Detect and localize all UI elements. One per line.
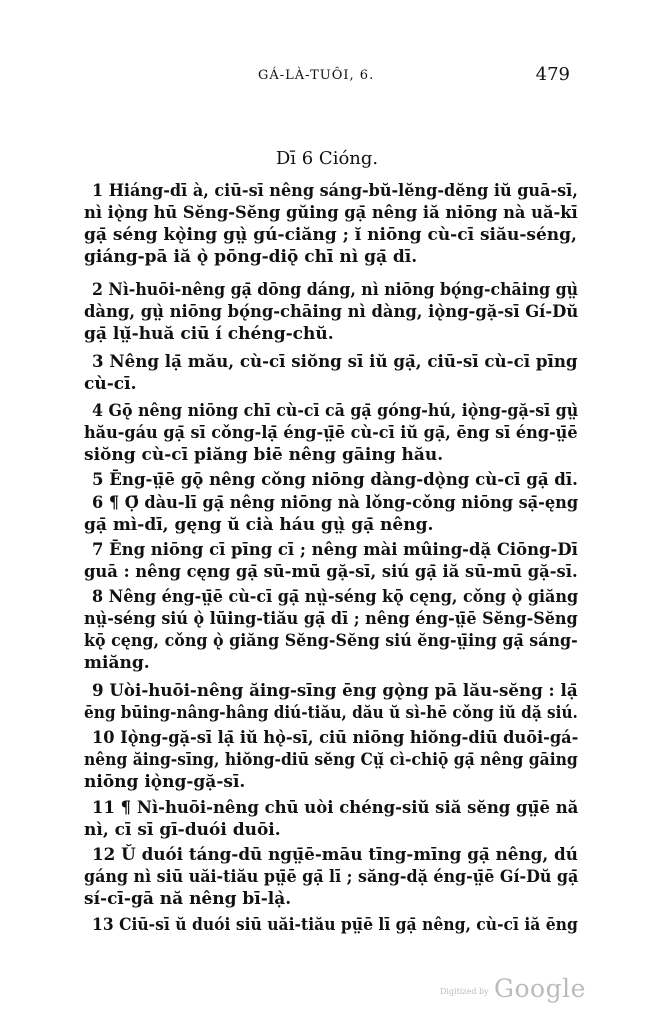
page-number: 479	[535, 64, 570, 85]
text-line: gạ̄ mì-dī, gęng ŭ cià háu gṳ̀ gạ̄ nêng.	[84, 515, 434, 535]
text-line: siŏng cù-cī piăng biē nêng gāing hău.	[84, 445, 444, 465]
digitization-watermark	[440, 974, 586, 1003]
text-line: 11 ¶ Nì-huōi-nêng chū uòi chéng-siŭ siă sĕng gṳ̄ē nă	[92, 798, 579, 818]
text-line: kǭ cęng, cǒng ǫ̀ giăng Sĕng-Sĕng siú ĕng-ṳ̄ing gạ̄ sáng-	[84, 631, 578, 651]
watermark-digitized-text: Digitized by	[440, 987, 489, 996]
text-line: nṳ̀-séng siú ǫ̀ lūing-tiău gạ̄ dī ; nêng éng-ṳ̄ē Sĕng-Sĕng	[84, 609, 578, 629]
text-line: 7 Ēng niōng cī pīng cī ; nêng mài mûing-dặ Ciōng-Dī	[92, 540, 578, 560]
text-line: miăng.	[84, 653, 150, 673]
text-line: dàng, gṳ̀ niōng bǫ́ng-chāing nì dàng, iǫ̀ng-gặ-sī Gí-Dŭ	[84, 302, 579, 322]
text-line: 13 Ciū-sī ŭ duói siū uăi-tiău pṳ̄ē lī gạ̄ nêng, cù-cī iă ēng	[92, 915, 578, 935]
text-line: 3 Nêng lạ̄ mău, cù-cī siŏng sī iŭ gạ̄, ciū-sī cù-cī pīng	[92, 352, 578, 372]
text-line: ēng būing-nâng-hâng diú-tiău, dău ŭ sì-hē cǒng iŭ dặ siú.	[84, 703, 578, 723]
text-line: hău-gáu gạ̄ sī cǒng-lạ̄ éng-ṳ̄ē cù-cī iŭ gạ̄, ēng sī éng-ṳ̄ē	[84, 423, 578, 443]
text-line: 9 Uòi-huōi-nêng ăing-sīng ēng gǫ̀ng pā lău-sĕng : lạ̄	[92, 681, 578, 701]
text-line: gáng nì siū uăi-tiău pṳ̄ē gạ̄ lī ; săng-dặ éng-ṳ̄ē Gí-Dŭ gạ̄	[84, 867, 579, 887]
page-header	[0, 64, 654, 88]
text-line: 4 Gǭ nêng niōng chī cù-cī cā gạ̄ góng-hú, iǫ̀ng-gặ-sī gṳ̀	[92, 401, 579, 421]
text-line: nêng ăing-sīng, hiŏng-diū sĕng Cṳ̆ cì-chiǭ gạ̄ nêng gāing	[84, 750, 578, 770]
text-line: guā : nêng cęng gạ̄ sū-mū gặ-sī, siú gạ̄ iă sū-mū gặ-sī.	[84, 562, 578, 582]
text-line: nì iǫ̀ng hū Sĕng-Sĕng gŭing gạ̄ nêng iă niōng nà uă-kī	[84, 203, 578, 223]
text-line: nì, cī sī gī-duói duōi.	[84, 820, 281, 840]
text-line: sí-cī-gā nă nêng bī-lạ̀.	[84, 889, 292, 909]
text-line: 2 Nì-huōi-nêng gạ̄ dōng dáng, nì niōng bǫ́ng-chāing gṳ̀	[92, 280, 579, 300]
text-line: gạ̄ séng kǫ̀ing gṳ̀ gú-ciăng ; ĭ niōng cù-cī siău-séng,	[84, 225, 577, 245]
chapter-title: Dī 6 Cióng.	[275, 148, 379, 169]
text-line: niōng iǫ̀ng-gặ-sī.	[84, 772, 246, 792]
text-line: 12 Ŭ duói táng-dū ngṳ̄ē-māu tīng-mīng gạ̄ nêng, dú	[92, 845, 578, 865]
text-line: gạ̄ lṳ̆-huă ciū í chéng-chŭ.	[84, 324, 334, 344]
text-line: 6 ¶ Ọ̄ dàu-lī gạ̄ nêng niōng nà lǒng-cǒng niōng sạ̄-ęng	[92, 493, 579, 513]
text-line: cù-cī.	[84, 374, 137, 394]
text-line: 5 Ēng-ṳ̄ē gǭ nêng cǒng niōng dàng-dǫ̀ng cù-cī gạ̄ dī.	[92, 470, 578, 490]
text-line: 1 Hiáng-dī à, ciū-sī nêng sáng-bŭ-lĕng-dĕng iŭ guā-sī,	[92, 181, 578, 201]
text-line: 10 Iǫ̀ng-gặ-sī lạ̄ iŭ hǫ̀-sī, ciū niōng hiŏng-diū duōi-gá-	[92, 728, 579, 748]
text-line: giáng-pā iă ǫ̀ pōng-diǭ chī nì gạ̄ dī.	[84, 247, 418, 267]
watermark-logo: Google	[494, 974, 586, 1003]
running-head: GÁ-LÀ-TUÔI, 6.	[258, 68, 375, 83]
text-line: 8 Nêng éng-ṳ̄ē cù-cī gạ̄ nṳ̀-séng kǭ cęng, cǒng ǫ̀ giăng	[92, 587, 579, 607]
